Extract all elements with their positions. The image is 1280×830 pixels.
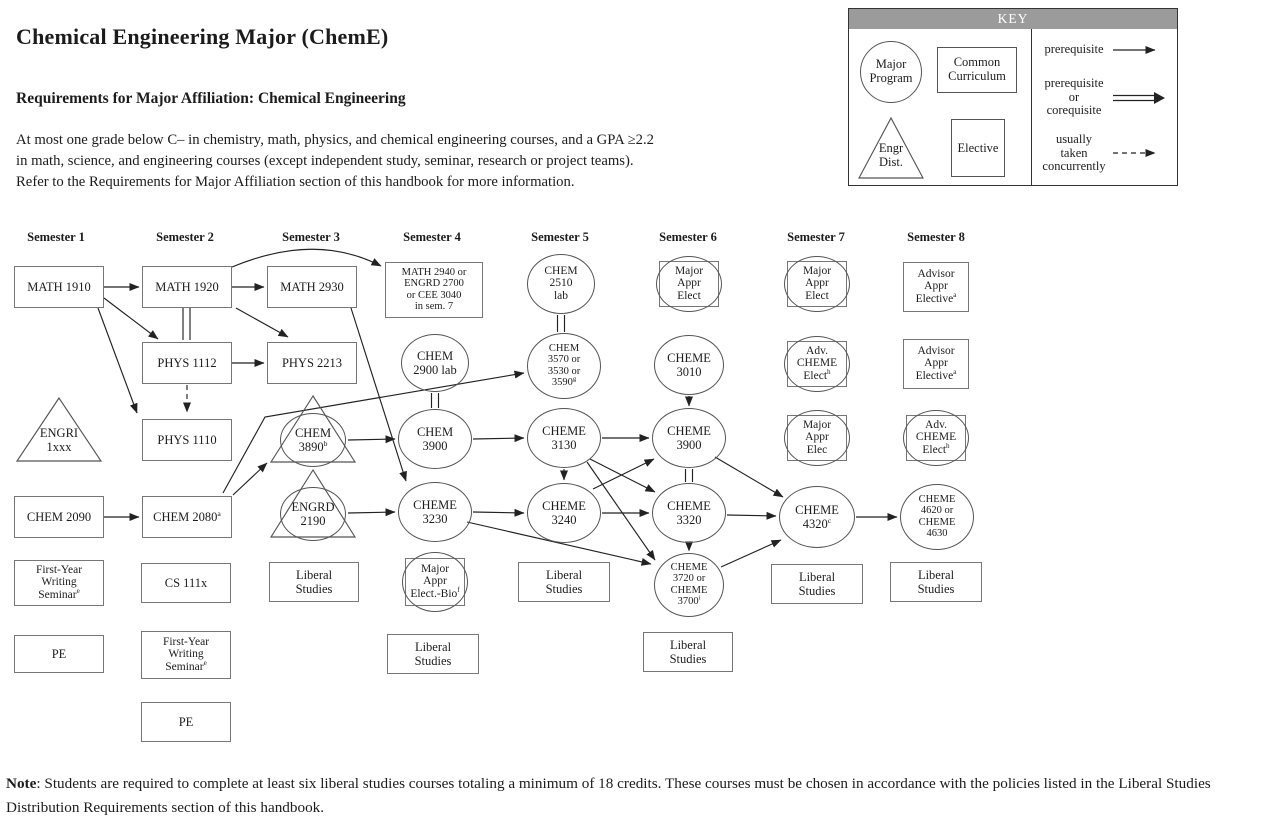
node-text: CHEME [918, 516, 956, 528]
node-text: lab [553, 289, 569, 302]
node-text: Studies [545, 581, 583, 596]
semester-header-text: Semester 6 [659, 230, 717, 244]
footnote [6, 772, 1276, 820]
node-text: or CEE 3040 [406, 289, 462, 301]
node-label-chem3570 [504, 343, 624, 389]
node-label-cheme3230 [375, 498, 495, 526]
node-text: Studies [669, 651, 707, 666]
node-text: CHEME [918, 493, 956, 505]
elective-label: Elective [957, 141, 999, 155]
node-text: Liberal [798, 569, 836, 584]
node-text: 3890 [298, 439, 324, 454]
node-label-cheme3130 [504, 424, 624, 452]
node-text: 3700 [677, 596, 699, 607]
node-text: 3900 [676, 437, 702, 452]
node-text: CHEME [670, 584, 708, 596]
node-text: Studies [917, 581, 955, 596]
semester-header-5 [512, 230, 608, 245]
node-label-cheme3240 [504, 499, 624, 527]
node-text: Appr [677, 277, 701, 290]
semester-header-4 [384, 230, 480, 245]
node-text: 3900 [422, 438, 448, 453]
node-text: ENGRD 2700 [404, 278, 464, 289]
node-text: 3230 [422, 511, 448, 526]
node-label-pe2 [126, 715, 246, 729]
semester-header-7 [768, 230, 864, 245]
node-text: Seminar [165, 660, 204, 673]
node-text: Studies [414, 653, 452, 668]
node-text: Appr [924, 357, 948, 370]
node-label-chem2900lab [375, 349, 495, 377]
node-label-libstud3 [254, 568, 374, 596]
node-label-chem3890 [253, 426, 373, 454]
node-label-cheme3010 [629, 351, 749, 379]
node-label-engrd2190 [253, 500, 373, 528]
node-label-engri1xxx [0, 426, 119, 454]
node-text: ENGRD [291, 499, 335, 514]
node-text: Elec [806, 443, 828, 456]
node-label-cheme4320 [757, 503, 877, 531]
node-text: 4630 [926, 528, 948, 539]
node-text: 3240 [551, 512, 577, 527]
node-text: Elect [922, 443, 947, 456]
node-label-pe1 [0, 647, 119, 661]
node-text: CHEME [413, 497, 457, 512]
node-label-libstud8 [876, 568, 996, 596]
node-text: CHEME [915, 431, 957, 444]
node-superscript: a [217, 508, 221, 518]
node-text: PHYS 1112 [157, 355, 217, 370]
node-text: 2190 [300, 513, 326, 528]
node-text: Liberal [295, 567, 333, 582]
node-text: Liberal [669, 637, 707, 652]
node-label-majelec7 [757, 419, 877, 457]
node-text: CHEM [416, 348, 454, 363]
semester-header-text: Semester 4 [403, 230, 461, 244]
node-text: Major [802, 264, 832, 277]
node-superscript: e [203, 658, 207, 667]
node-text: CHEM 2090 [26, 509, 92, 524]
node-superscript: b [323, 438, 328, 448]
node-text: Liberal [545, 567, 583, 582]
node-superscript: c [827, 515, 832, 525]
node-text: PHYS 2213 [281, 355, 343, 370]
major-program-label: Major Program [869, 57, 913, 85]
legend-concurrent: usually taken concurrently [1042, 132, 1106, 173]
node-text: Studies [798, 583, 836, 598]
node-text: MATH 1910 [27, 279, 91, 294]
common-curriculum-label: Common Curriculum [948, 55, 1006, 83]
node-label-majelect7 [757, 265, 877, 303]
semester-header-text: Semester 2 [156, 230, 214, 244]
node-superscript: h [827, 367, 831, 376]
node-label-chem3900 [375, 425, 495, 453]
edge-cheme3900-cheme4320 [715, 457, 783, 497]
node-label-libstud4 [373, 640, 493, 668]
semester-header-text: Semester 7 [787, 230, 845, 244]
node-label-libstud7 [757, 570, 877, 598]
node-text: CHEME [796, 357, 838, 370]
node-text: Elect [803, 369, 828, 382]
semester-header-8 [888, 230, 984, 245]
node-label-chem2080 [127, 510, 247, 524]
node-text: CHEME [667, 350, 711, 365]
node-label-chem2510lab [501, 265, 621, 303]
node-superscript: f [457, 585, 460, 594]
node-text: Appr [805, 431, 829, 444]
node-text: Elect [805, 289, 829, 302]
node-label-math1910 [0, 280, 119, 294]
node-text: Major [674, 264, 704, 277]
node-label-fyws2 [126, 636, 246, 674]
node-label-advisor8b [876, 345, 996, 383]
legend-coreq: prerequisite or corequisite [1044, 76, 1104, 117]
node-text: PE [178, 714, 194, 729]
paragraph-line: in math, science, and engineering courses (except independent study, seminar, research or project teams). [16, 153, 634, 169]
node-text: 3530 or [547, 365, 581, 377]
node-text: Elect.-Bio [410, 587, 458, 600]
paragraph-line: Refer to the Requirements for Major Affiliation section of this handbook for more information. [16, 174, 575, 190]
key-title: KEY [849, 9, 1177, 29]
node-label-cheme4620 [877, 494, 997, 540]
node-superscript: i [698, 594, 701, 602]
node-text: Elective [915, 292, 954, 305]
node-text: First-Year [162, 635, 210, 648]
node-superscript: g [572, 375, 577, 383]
node-label-libstud6 [628, 638, 748, 666]
node-label-math1920 [127, 280, 247, 294]
node-text: 4620 or [920, 505, 954, 516]
node-text: CHEM [544, 264, 578, 277]
edge-chem2080-chem3890 [233, 463, 267, 495]
node-text: CHEME [542, 423, 586, 438]
edge-cheme3240-cheme3900 [593, 459, 654, 489]
legend-prerequisite: prerequisite [1044, 42, 1104, 56]
node-text: MATH 2930 [280, 279, 344, 294]
node-label-majelect6 [629, 265, 749, 303]
node-text: Appr [924, 280, 948, 293]
node-text: Liberal [414, 639, 452, 654]
node-text: MATH 2940 or [401, 266, 467, 278]
edge-math1920-phys2213 [236, 308, 288, 337]
node-text: CHEME [795, 502, 839, 517]
node-text: PHYS 1110 [157, 432, 217, 447]
node-text: Seminar [38, 588, 77, 601]
node-text: 3130 [551, 437, 577, 452]
node-label-phys1110 [127, 433, 247, 447]
edge-math1920-math2940 [232, 249, 381, 267]
node-label-cheme3900 [629, 424, 749, 452]
node-label-math2940 [374, 267, 494, 313]
footnote-text: : Students are required to complete at least six liberal studies courses totaling a minimum of 18 credits. These courses must be chosen in accordance with the policies listed in the Liberal Studies Distribution Requirements section of this handbook. [6, 775, 1211, 816]
node-text: Studies [295, 581, 333, 596]
node-label-libstud5 [504, 568, 624, 596]
node-label-cs111x [126, 576, 246, 590]
node-text: Appr [805, 277, 829, 290]
node-superscript: a [953, 367, 957, 376]
semester-header-text: Semester 5 [531, 230, 589, 244]
node-label-phys1112 [127, 356, 247, 370]
node-text: 2900 lab [413, 362, 457, 377]
node-label-fyws1 [0, 564, 119, 602]
node-label-cheme3320 [629, 499, 749, 527]
node-text: 3320 [676, 512, 702, 527]
node-text: Adv. [925, 418, 947, 431]
node-text: 2510 [549, 277, 573, 290]
node-text: Writing [168, 648, 204, 661]
node-text: Adv. [806, 344, 828, 357]
semester-header-text: Semester 3 [282, 230, 340, 244]
node-text: ENGRI [39, 425, 79, 440]
node-text: Major [802, 418, 832, 431]
node-text: CHEME [670, 561, 708, 573]
node-text: Advisor [917, 267, 955, 280]
node-text: in sem. 7 [414, 301, 454, 312]
node-text: Advisor [917, 344, 955, 357]
node-text: 3590 [551, 377, 573, 388]
node-text: CHEME [542, 498, 586, 513]
node-text: 3720 or [672, 573, 706, 584]
node-label-majbiof [375, 563, 495, 601]
semester-header-3 [263, 230, 359, 245]
semester-header-6 [640, 230, 736, 245]
engr-dist-label: Engr Dist. [878, 141, 904, 169]
key-box [848, 8, 1178, 186]
node-text: CHEM [548, 342, 580, 354]
node-text: CHEM [294, 425, 332, 440]
node-text: Liberal [917, 567, 955, 582]
node-text: CS 111x [164, 575, 208, 590]
node-text: Elect [677, 289, 701, 302]
node-superscript: a [953, 290, 957, 299]
node-text: CHEME [667, 423, 711, 438]
node-text: PE [51, 646, 67, 661]
node-text: MATH 1920 [155, 279, 219, 294]
node-text: Major [420, 562, 450, 575]
paragraph-line: At most one grade below C– in chemistry, math, physics, and chemical engineering courses, and a GPA ≥2.2 [16, 132, 654, 148]
node-text: CHEM [416, 424, 454, 439]
coreq-arrowhead [1154, 92, 1165, 104]
node-label-advisor8a [876, 268, 996, 306]
page-title: Chemical Engineering Major (ChemE) [16, 24, 389, 49]
node-text: CHEME [667, 498, 711, 513]
node-superscript: h [946, 441, 950, 450]
affiliation-subtitle: Requirements for Major Affiliation: Chemical Engineering [16, 90, 406, 107]
semester-header-text: Semester 1 [27, 230, 85, 244]
node-text: Writing [41, 576, 77, 589]
node-text: CHEM 2080 [153, 509, 218, 524]
semester-header-1 [8, 230, 104, 245]
node-text: 3570 or [547, 354, 581, 365]
node-text: 1xxx [46, 439, 72, 454]
node-text: 3010 [676, 364, 702, 379]
node-label-advchemeh7 [757, 345, 877, 383]
node-superscript: e [76, 586, 80, 595]
node-text: 4320 [802, 516, 828, 531]
footnote-label: Note [6, 775, 37, 792]
node-label-math2930 [252, 280, 372, 294]
semester-header-2 [137, 230, 233, 245]
node-label-chem2090 [0, 510, 119, 524]
node-label-phys2213 [252, 356, 372, 370]
node-label-cheme3720 [629, 562, 749, 608]
node-text: Elective [915, 369, 954, 382]
node-label-advchemeh8 [876, 419, 996, 457]
semester-header-text: Semester 8 [907, 230, 965, 244]
node-text: Appr [423, 575, 447, 588]
node-text: First-Year [35, 563, 83, 576]
edge-cheme3130-cheme3320 [590, 459, 655, 492]
